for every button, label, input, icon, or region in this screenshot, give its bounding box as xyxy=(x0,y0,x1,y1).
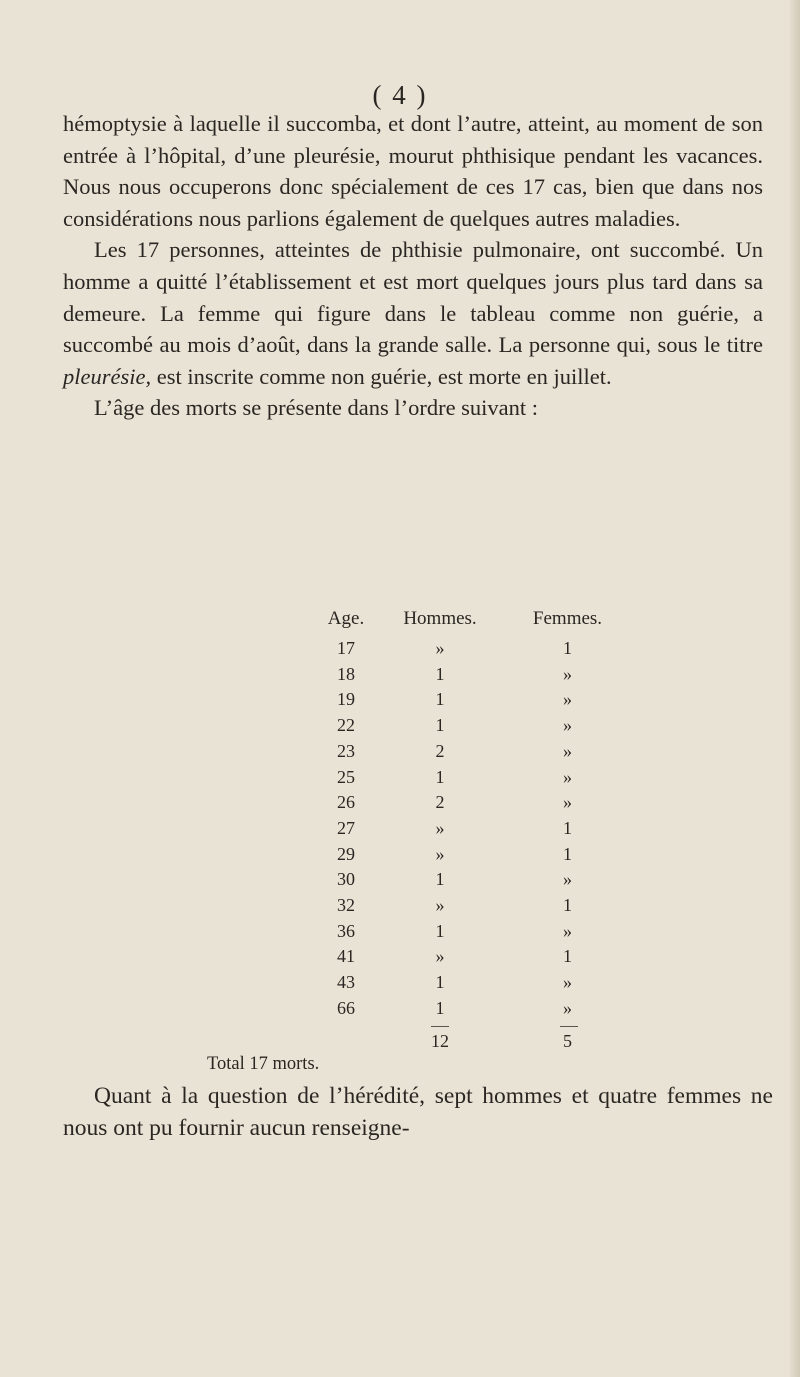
paragraph-age-intro: L’âge des morts se présente dans l’ordre suivant : xyxy=(94,395,539,421)
cell-age: 36 xyxy=(337,920,355,941)
table-row xyxy=(0,664,800,690)
cell-femmes: » xyxy=(563,689,572,710)
table-row xyxy=(0,844,800,870)
paragraph-deaths-text: Les 17 personnes, atteintes de phthisie pulmonaire, ont succombé. Un homme a quitté l’établissement et est mort quelques jours plus tard dans sa demeure. La femme qui figure dans le tableau comme non guérie, a succombé au mois d’août, dans la grande salle. La personne qui, sous le titre xyxy=(63,237,763,358)
cell-hommes: 1 xyxy=(435,766,445,787)
cell-femmes: 1 xyxy=(563,817,572,838)
table-row xyxy=(0,869,800,895)
paragraph-deaths xyxy=(63,234,763,392)
cell-age: 30 xyxy=(337,869,355,890)
cell-femmes: 1 xyxy=(563,638,572,658)
paragraph-deaths-end: est inscrite comme non guérie, est morte en juillet. xyxy=(156,363,612,389)
cell-femmes: » xyxy=(563,920,572,941)
cell-age: 41 xyxy=(337,946,355,967)
italic-term: pleurésie, xyxy=(63,363,152,389)
cell-femmes: 1 xyxy=(563,946,572,967)
cell-hommes: 2 xyxy=(435,740,445,761)
table-row xyxy=(0,767,800,793)
table-row xyxy=(0,946,800,972)
cell-hommes: » xyxy=(435,946,445,967)
cell-femmes: » xyxy=(563,715,572,736)
page-number: ( 4 ) xyxy=(372,80,428,110)
total-label: Total 17 morts. xyxy=(207,1054,320,1074)
total-hommes: 12 xyxy=(431,1031,449,1051)
table-header-row xyxy=(0,608,800,634)
cell-age: 25 xyxy=(337,766,355,787)
table-row xyxy=(0,638,800,664)
table-row xyxy=(0,792,800,818)
table-row xyxy=(0,818,800,844)
total-femmes: 5 xyxy=(563,1031,572,1051)
cell-age: 23 xyxy=(337,740,355,761)
cell-femmes: » xyxy=(563,869,572,890)
paragraph-heredity: Quant à la question de l’hérédité, sept hommes et quatre femmes ne nous ont pu fournir aucun renseigne- xyxy=(63,1083,773,1141)
cell-femmes: » xyxy=(563,997,572,1018)
cell-age: 32 xyxy=(337,895,355,915)
cell-age: 43 xyxy=(337,972,355,993)
cell-femmes: » xyxy=(563,663,572,684)
cell-hommes: » xyxy=(435,638,445,658)
cell-hommes: 2 xyxy=(435,792,445,813)
table-row xyxy=(0,715,800,741)
table-row xyxy=(0,921,800,947)
cell-age: 27 xyxy=(337,817,355,838)
cell-femmes: 1 xyxy=(563,895,572,915)
header-hommes: Hommes. xyxy=(403,608,477,629)
cell-age: 22 xyxy=(337,715,355,736)
femmes-sum-rule xyxy=(560,1026,578,1027)
table-row xyxy=(0,895,800,921)
cell-age: 19 xyxy=(337,689,355,710)
cell-hommes: » xyxy=(435,817,445,838)
cell-hommes: » xyxy=(435,895,445,915)
cell-age: 66 xyxy=(337,997,355,1018)
cell-hommes: » xyxy=(435,843,445,864)
cell-age: 17 xyxy=(337,638,355,658)
header-age: Age. xyxy=(327,608,365,629)
table-row xyxy=(0,998,800,1024)
cell-hommes: 1 xyxy=(435,972,445,993)
table-row xyxy=(0,689,800,715)
body-text-bottom xyxy=(63,1081,773,1144)
header-femmes: Femmes. xyxy=(532,608,603,629)
cell-age: 18 xyxy=(337,663,355,684)
cell-hommes: 1 xyxy=(435,689,445,710)
cell-hommes: 1 xyxy=(435,663,445,684)
table-row xyxy=(0,741,800,767)
cell-femmes: » xyxy=(563,972,572,993)
cell-femmes: » xyxy=(563,740,572,761)
table-row xyxy=(0,972,800,998)
cell-hommes: 1 xyxy=(435,920,445,941)
cell-age: 29 xyxy=(337,843,355,864)
cell-femmes: » xyxy=(563,792,572,813)
hommes-sum-rule xyxy=(431,1026,449,1027)
body-text-top xyxy=(63,108,763,424)
paragraph-continued: hémoptysie à laquelle il succomba, et dont l’autre, atteint, au moment de son entrée à l’hôpital, d’une pleurésie, mourut phthisique pendant les vacances. Nous nous occuperons donc spécialement de ces 17 cas, bien que dans nos considérations nous parlions également de quelques autres maladies. xyxy=(63,111,763,231)
cell-hommes: 1 xyxy=(435,715,445,736)
cell-femmes: 1 xyxy=(563,843,572,864)
cell-femmes: » xyxy=(563,766,572,787)
cell-hommes: 1 xyxy=(435,997,445,1018)
cell-hommes: 1 xyxy=(435,869,445,890)
cell-age: 26 xyxy=(337,792,355,813)
